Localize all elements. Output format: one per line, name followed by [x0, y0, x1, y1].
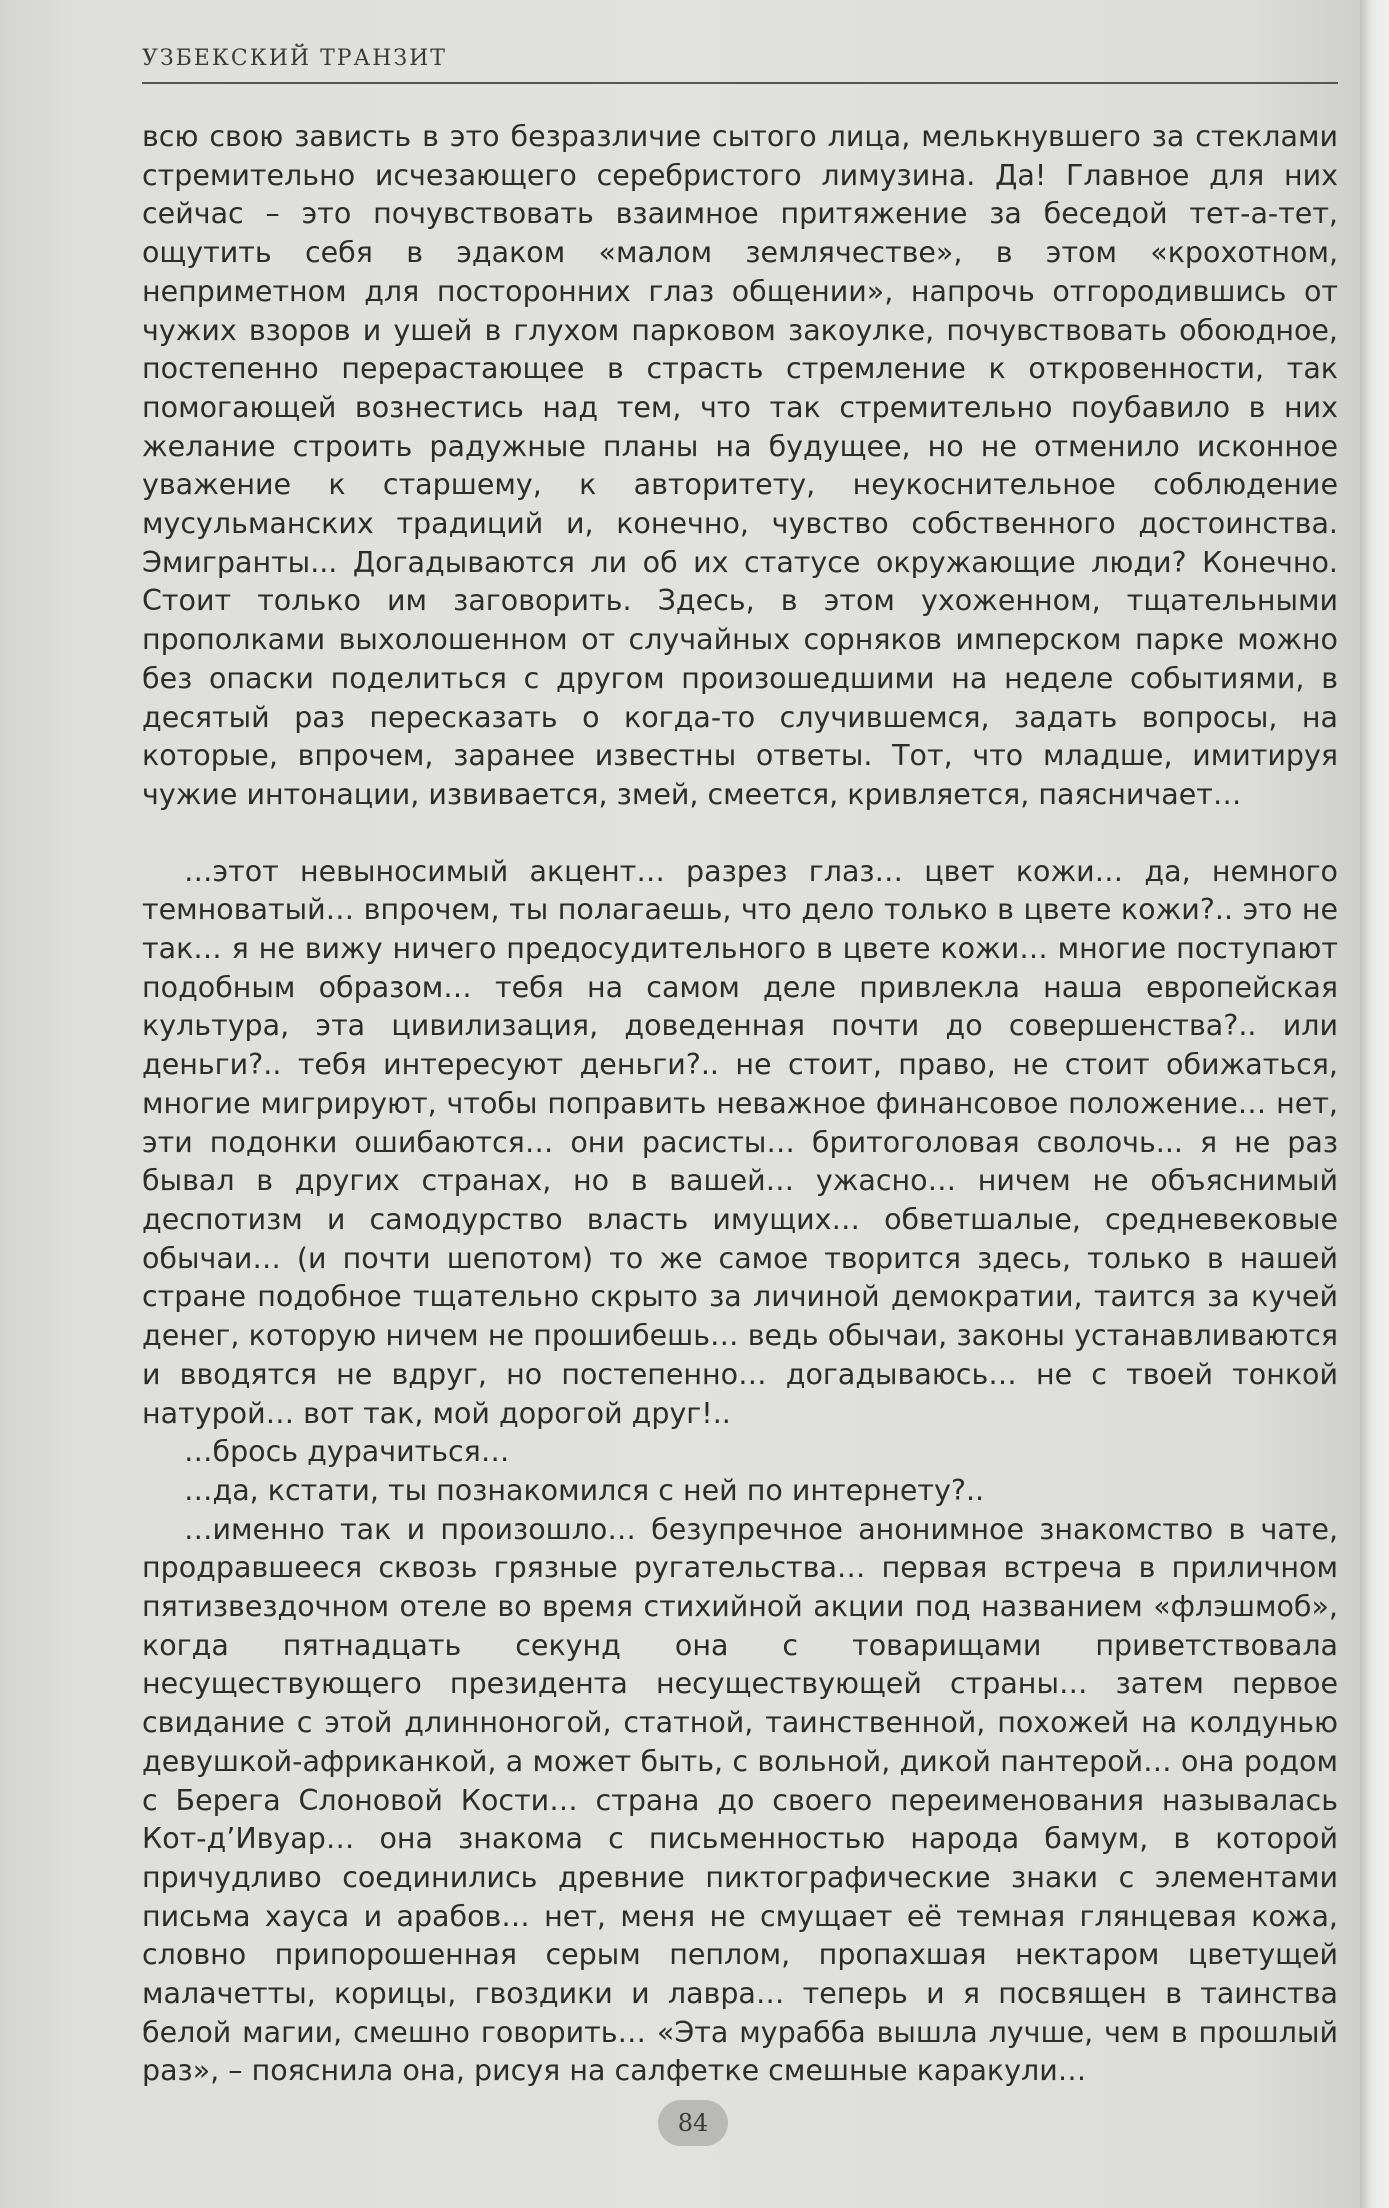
running-header — [142, 42, 1338, 84]
running-title: УЗБЕКСКИЙ ТРАНЗИТ — [142, 46, 447, 71]
paragraph-4: …да, кстати, ты познакомился с ней по интернету?.. — [184, 1473, 985, 1507]
page-number: 84 — [658, 2100, 728, 2146]
page-number-ornament — [654, 2100, 732, 2148]
page-edge — [1360, 0, 1389, 2208]
paragraph-1: всю свою зависть в это безразличие сытого лица, мелькнувшего за стеклами стремительно исчезающего серебристого лимузина. Да! Главное для них сейчас – это почувствовать взаимное притяжение за беседой тет-а-тет, ощутить себя в эдаком «малом землячестве», в этом «крохотном, неприметном для посторонних глаз общении», напрочь отгородившись от чужих взоров и ушей в глухом парковом закоулке, почувствовать обоюдное, постепенно перерастающее в страсть стремление к откровенности, так помогающей вознестись над тем, что так стремительно поубавило в них желание строить радужные планы на будущее, но не отменило исконное уважение к старшему, к авторитету, неукоснительное соблюдение мусульманских традиций и, конечно, чувство собственного достоинства. Эмигранты... Догадываются ли об их статусе окружающие люди? Конечно. Стоит только им заговорить. Здесь, в этом ухоженном, тщательными прополками выхолошенном от случайных сорняков имперском парке можно без опаски поделиться с другом произошедшими на неделе событиями, в десятый раз пересказать о когда-то случившемся, задать вопросы, на которые, впрочем, заранее известны ответы. Тот, что младше, имитируя чужие интонации, извивается, змей, смеется, кривляется, паясничает… — [142, 120, 1338, 811]
page-body — [142, 118, 1338, 2091]
paragraph-3: …брось дурачиться… — [184, 1435, 510, 1469]
paragraph-5: …именно так и произошло… безупречное анонимное знакомство в чате, продравшееся сквозь грязные ругательства… первая встреча в приличном пятизвездочном отеле во время стихийной акции под названием «флэшмоб», когда пятнадцать секунд она с товарищами приветствовала несуществующего президента несуществующей страны… затем первое свидание с этой длинноногой, статной, таинственной, похожей на колдунью девушкой-африканкой, а может быть, с вольной, дикой пантерой… она родом с Берега Слоновой Кости… страна до своего переименования называлась Кот-д’Ивуар… она знакома с письменностью народа бамум, в которой причудливо соединились древние пиктографические знаки с элементами письма хауса и арабов… нет, меня не смущает её темная глянцевая кожа, словно припорошенная серым пеплом, пропахшая нектаром цветущей малачетты, корицы, гвоздики и лавра… теперь и я посвящен в таинства белой магии, смешно говорить… «Эта мурабба вышла лучше, чем в прошлый раз», – пояснила она, рисуя на салфетке смешные каракули… — [142, 1512, 1338, 2088]
paragraph-2: …этот невыносимый акцент… разрез глаз… цвет кожи… да, немного темноватый… впрочем, ты полагаешь, что дело только в цвете кожи?.. это не так… я не вижу ничего предосудительного в цвете кожи… многие поступают подобным образом… тебя на самом деле привлекла наша европейская культура, эта цивилизация, доведенная почти до совершенства?.. или деньги?.. тебя интересуют деньги?.. не стоит, право, не стоит обижаться, многие мигрируют, чтобы поправить неважное финансовое положение… нет, эти подонки ошибаются… они расисты… бритоголовая сволочь... я не раз бывал в других странах, но в вашей… ужасно… ничем не объяснимый деспотизм и самодурство власть имущих… обветшалые, средневековые обычаи… (и почти шепотом) то же самое творится здесь, только в нашей стране подобное тщательно скрыто за личиной демократии, таится за кучей денег, которую ничем не прошибешь… ведь обычаи, законы устанавливаются и вводятся не вдруг, но постепенно… догадываюсь… не с твоей тонкой натурой… вот так, мой дорогой друг!.. — [142, 854, 1338, 1430]
